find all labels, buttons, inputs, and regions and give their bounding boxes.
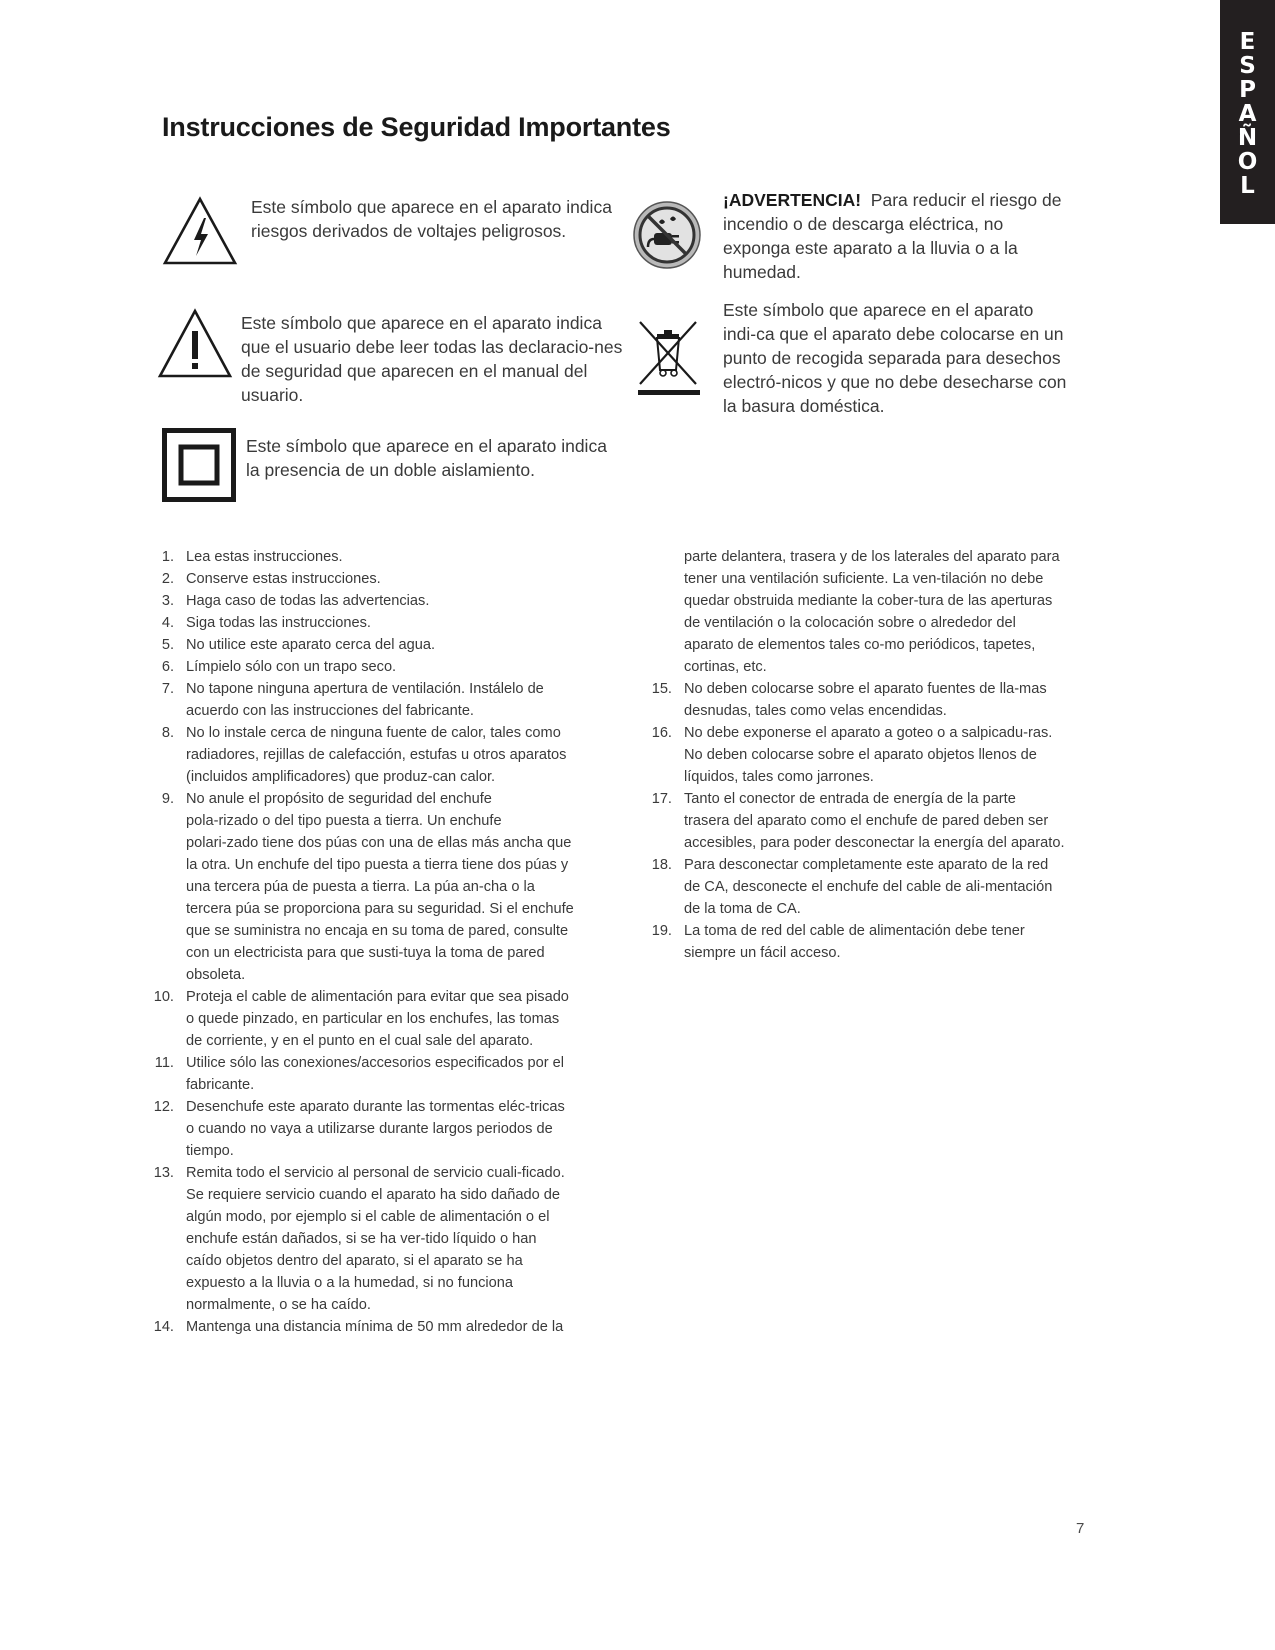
text-line: usuario. [241,385,304,405]
item-text: Remita todo el servicio al personal de servicio cuali-ficado. [186,1165,565,1181]
list-item [644,678,1084,722]
item-number: 6. [161,659,174,675]
item-number: 4. [161,615,174,631]
list-item [146,986,606,1052]
weee-description [723,298,1093,418]
no-water-icon [632,200,702,270]
list-item [644,788,1084,854]
item-number: 8. [161,725,174,741]
item-number: 18. [651,857,672,873]
item-text: polari-zado tiene dos púas con una de ellas más ancha que [186,835,572,851]
item-text: (incluidos amplificadores) que produz-can calor. [186,769,496,785]
item-text: No debe exponerse el aparato a goteo o a salpicadu-ras. [684,725,1053,741]
item-number: 19. [651,923,672,939]
item-text: acuerdo con las instrucciones del fabricante. [186,703,474,719]
list-item [146,1096,606,1162]
item-text: enchufe están dañados, si se ha ver-tido líquido o han [186,1231,537,1247]
language-letter: P [1239,77,1256,103]
item-text: No deben colocarse sobre el aparato fuentes de lla-mas [684,681,1047,697]
item-number: 7. [161,681,174,697]
item-text: aparato de elementos tales co-mo periódicos, tapetes, [684,637,1036,653]
item-text: algún modo, por ejemplo si el cable de alimentación o el [186,1209,550,1225]
warning-description [723,188,1083,284]
text-line: la presencia de un doble aislamiento. [246,460,535,480]
item-text: quedar obstruida mediante la cober-tura de las aperturas [684,593,1053,609]
item-text: tener una ventilación suficiente. La ven-tilación no debe [684,571,1044,587]
item-text: La toma de red del cable de alimentación debe tener [684,923,1025,939]
item-text: Mantenga una distancia mínima de 50 mm alrededor de la [186,1319,564,1335]
list-item [146,634,606,656]
item-text: Desenchufe este aparato durante las tormentas eléc-tricas [186,1099,565,1115]
double-square-icon [162,428,236,502]
language-letter: E [1239,29,1256,55]
item-text: Límpielo sólo con un trapo seco. [186,659,397,675]
item-text: No utilice este aparato cerca del agua. [186,637,436,653]
language-letter: O [1237,149,1258,175]
item-text: de ventilación o la colocación sobre o alrededor del [684,615,1016,631]
item-text: Siga todas las instrucciones. [186,615,371,631]
item-text: la otra. Un enchufe del tipo puesta a tierra tiene dos púas y [186,857,569,873]
item-text: Haga caso de todas las advertencias. [186,593,430,609]
list-item [146,590,606,612]
language-letter: A [1238,101,1257,127]
text-line: exponga este aparato a la lluvia o a la [723,238,1018,258]
item-text: cortinas, etc. [684,659,767,675]
text-line: que el usuario debe leer todas las declaracio-nes [241,337,623,357]
item-text: que se suministra no encaja en su toma de pared, consulte [186,923,569,939]
crossed-bin-icon [636,318,702,398]
text-line: incendio o de descarga eléctrica, no [723,214,1004,234]
language-letter: S [1239,53,1256,79]
instructions-list-right [644,546,1084,964]
item-number: 5. [161,637,174,653]
item-text: Lea estas instrucciones. [186,549,343,565]
text-line: electró-nicos y que no debe desecharse con [723,372,1067,392]
language-letter: Ñ [1237,125,1258,151]
list-item-continuation [644,546,1084,678]
list-item [644,854,1084,920]
item-text: o quede pinzado, en particular en los enchufes, las tomas [186,1011,560,1027]
text-line: Este símbolo que aparece en el aparato indica [246,436,607,456]
item-text: o cuando no vaya a utilizarse durante largos periodos de [186,1121,553,1137]
item-text: Conserve estas instrucciones. [186,571,381,587]
list-item [146,1316,606,1338]
item-text: pola-rizado o del tipo puesta a tierra. Un enchufe [186,813,502,829]
item-text: accesibles, para poder desconectar la energía del aparato. [684,835,1065,851]
item-text: tiempo. [186,1143,234,1159]
item-number: 12. [153,1099,174,1115]
list-item [146,1052,606,1096]
item-number: 9. [161,791,174,807]
item-text: caído objetos dentro del aparato, si el aparato se ha [186,1253,523,1269]
item-text: No deben colocarse sobre el aparato objetos llenos de [684,747,1037,763]
item-number: 16. [651,725,672,741]
item-text: de la toma de CA. [684,901,801,917]
item-text: de CA, desconecte el enchufe del cable de ali-mentación [684,879,1053,895]
item-number: 11. [154,1055,174,1071]
item-text: trasera del aparato como el enchufe de pared deben ser [684,813,1049,829]
item-number: 1. [161,549,174,565]
item-number: 3. [161,593,174,609]
item-text: fabricante. [186,1077,255,1093]
item-text: siempre un fácil acceso. [684,945,841,961]
text-line: humedad. [723,262,801,282]
item-text: No anule el propósito de seguridad del enchufe [186,791,492,807]
page-number: 7 [1076,1520,1085,1537]
item-text: Se requiere servicio cuando el aparato ha sido dañado de [186,1187,561,1203]
item-text: obsoleta. [186,967,246,983]
list-item [146,1162,606,1316]
text-line: riesgos derivados de voltajes peligrosos. [251,221,567,241]
item-number: 17. [651,791,672,807]
list-item [644,722,1084,788]
list-item [644,920,1084,964]
text-line: Para reducir el riesgo de [870,190,1062,210]
item-text: normalmente, o se ha caído. [186,1297,371,1313]
text-line: Este símbolo que aparece en el aparato indica [241,313,602,333]
item-text: una tercera púa de puesta a tierra. La púa an-cha o la [186,879,535,895]
text-line: Este símbolo que aparece en el aparato indica [251,197,612,217]
exclamation-triangle-icon [157,308,233,380]
item-text: radiadores, rejillas de calefacción, estufas u otros aparatos [186,747,567,763]
instructions-list-left [146,546,606,1338]
item-text: Utilice sólo las conexiones/accesorios especificados por el [186,1055,565,1071]
list-item [146,788,606,986]
list-item [146,568,606,590]
double-insulation-description [246,434,607,482]
lightning-symbol-description [251,195,612,243]
list-item [146,546,606,568]
lightning-triangle-icon [162,196,238,266]
language-letter: L [1240,173,1255,199]
item-text: No tapone ninguna apertura de ventilación. Instálelo de [186,681,544,697]
item-text: No lo instale cerca de ninguna fuente de calor, tales como [186,725,561,741]
warning-label: ¡ADVERTENCIA! [723,190,862,210]
exclamation-symbol-description [241,311,622,407]
item-number: 15. [651,681,672,697]
item-text: Tanto el conector de entrada de energía de la parte [684,791,1016,807]
item-text: de corriente, y en el punto en el cual sale del aparato. [186,1033,534,1049]
item-text: tercera púa se proporciona para su seguridad. Si el enchufe [186,901,574,917]
list-item [146,722,606,788]
item-number: 2. [161,571,174,587]
language-tab [1220,0,1275,224]
list-item [146,678,606,722]
page-title: Instrucciones de Seguridad Importantes [162,112,671,142]
item-text: desnudas, tales como velas encendidas. [684,703,947,719]
item-text: Para desconectar completamente este aparato de la red [684,857,1049,873]
list-item [146,612,606,634]
item-text: líquidos, tales como jarrones. [684,769,874,785]
text-line: la basura doméstica. [723,396,885,416]
text-line: punto de recogida separada para desechos [723,348,1061,368]
list-item [146,656,606,678]
item-text: expuesto a la lluvia o a la humedad, si no funciona [186,1275,513,1291]
item-text: parte delantera, trasera y de los laterales del aparato para [684,549,1060,565]
item-number: 14. [153,1319,174,1335]
text-line: de seguridad que aparecen en el manual del [241,361,588,381]
item-text: Proteja el cable de alimentación para evitar que sea pisado [186,989,569,1005]
text-line: Este símbolo que aparece en el aparato [723,300,1034,320]
item-text: con un electricista para que susti-tuya la toma de pared [186,945,545,961]
item-number: 10. [153,989,174,1005]
text-line: indi-ca que el aparato debe colocarse en un [723,324,1064,344]
item-number: 13. [153,1165,174,1181]
